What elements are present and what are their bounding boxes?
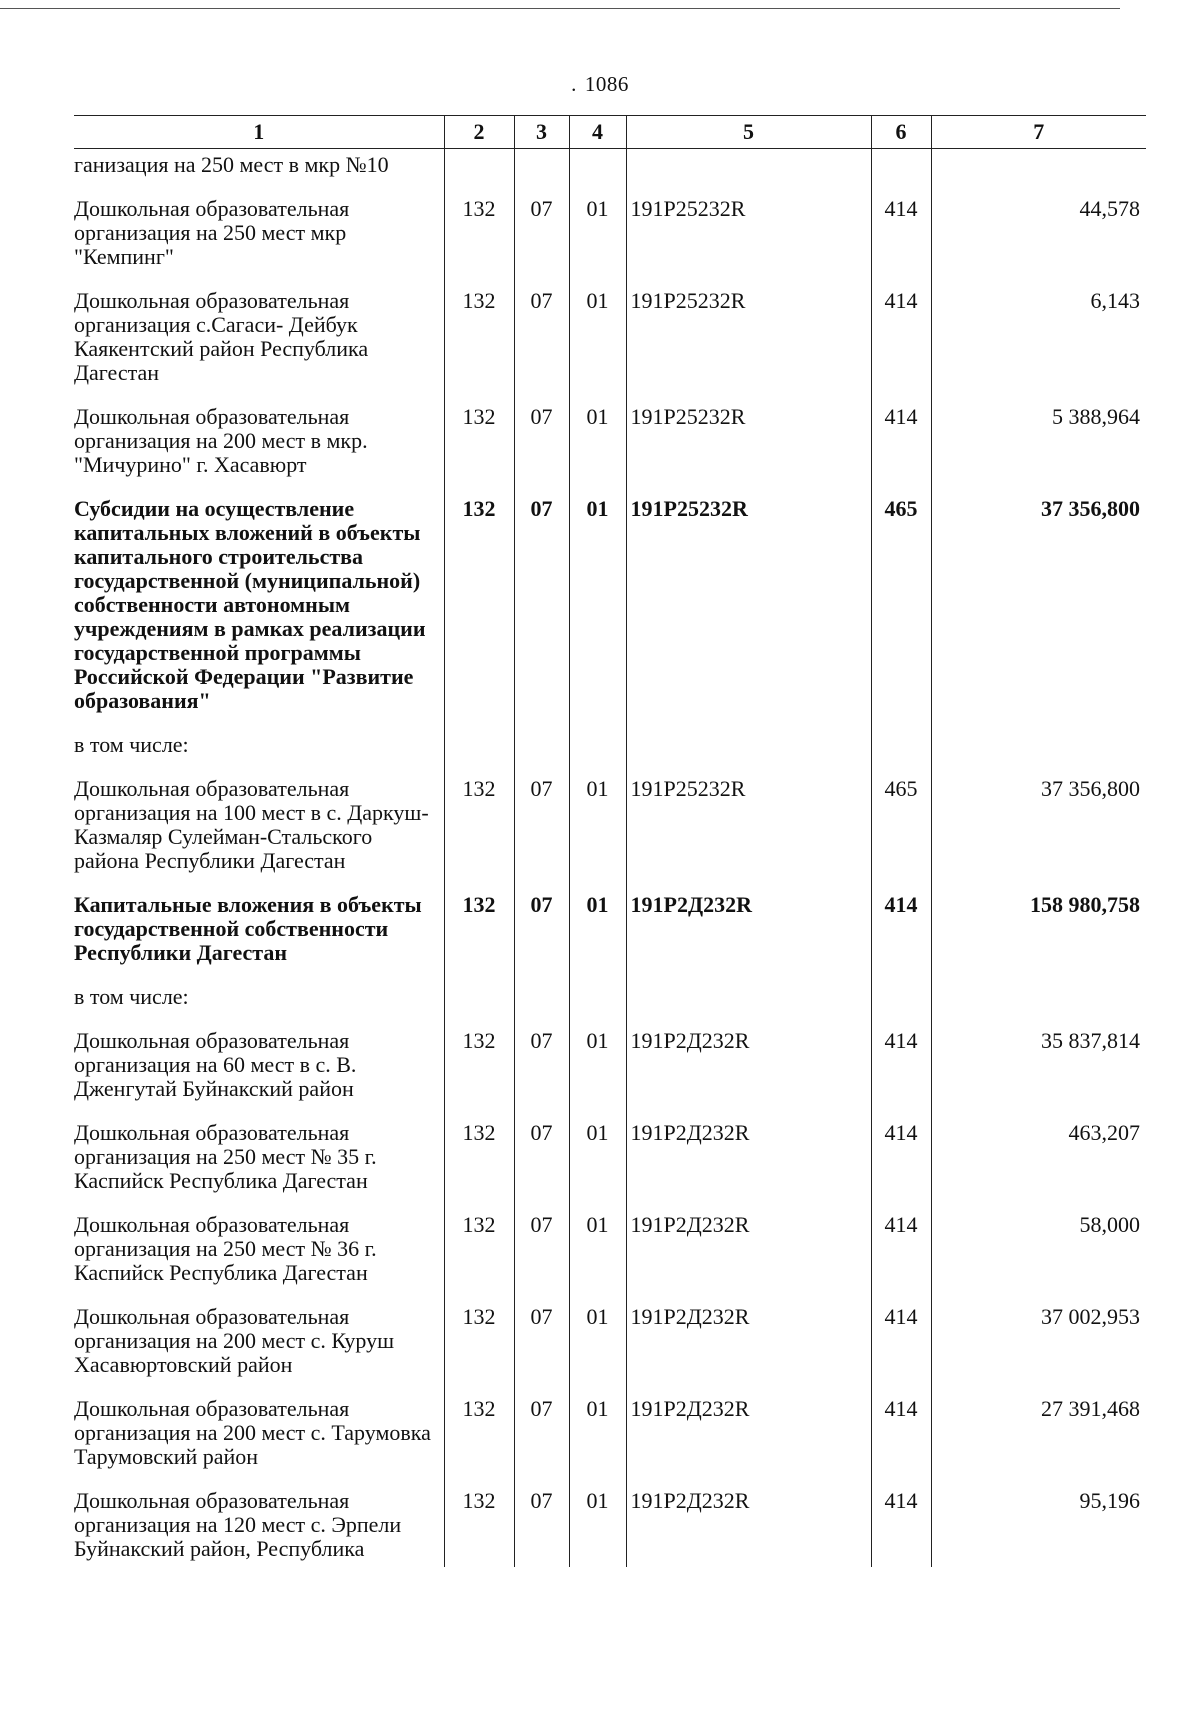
row-admin-code: 132 xyxy=(444,1305,514,1397)
row-amount: 37 356,800 xyxy=(931,497,1146,733)
row-description: Дошкольная образовательная организация на 200 мест с. Куруш Хасавюртовский район xyxy=(74,1304,395,1377)
row-section: 07 xyxy=(514,405,569,497)
table-row xyxy=(74,1029,1146,1121)
row-description: Дошкольная образовательная организация на 200 мест в мкр. "Мичурино" г. Хасавюрт xyxy=(74,404,368,477)
row-amount: 158 980,758 xyxy=(931,893,1146,985)
row-expense-type xyxy=(871,149,931,198)
row-description: в том числе: xyxy=(74,732,189,757)
row-expense-type: 414 xyxy=(871,289,931,405)
scan-edge-line xyxy=(0,8,1120,9)
row-section: 07 xyxy=(514,1121,569,1213)
row-description: Дошкольная образовательная организация на 120 мест с. Эрпели Буйнакский район, Республика xyxy=(74,1488,402,1561)
row-amount: 463,207 xyxy=(931,1121,1146,1213)
row-target-article: 191P2Д232R xyxy=(626,1305,871,1397)
table-row xyxy=(74,1213,1146,1305)
table-row xyxy=(74,893,1146,985)
row-description: Дошкольная образовательная организация на 250 мест мкр "Кемпинг" xyxy=(74,196,350,269)
row-admin-code: 132 xyxy=(444,289,514,405)
header-col-2: 2 xyxy=(444,116,514,149)
row-target-article: 191P2Д232R xyxy=(626,1121,871,1213)
row-subsection: 01 xyxy=(569,893,626,985)
row-admin-code xyxy=(444,733,514,777)
row-subsection: 01 xyxy=(569,1305,626,1397)
row-expense-type: 414 xyxy=(871,893,931,985)
row-target-article: 191P2Д232R xyxy=(626,1029,871,1121)
row-amount: 35 837,814 xyxy=(931,1029,1146,1121)
row-expense-type: 414 xyxy=(871,405,931,497)
row-target-article: 191P2Д232R xyxy=(626,1397,871,1489)
row-section: 07 xyxy=(514,893,569,985)
row-subsection xyxy=(569,149,626,198)
table-header xyxy=(74,116,1146,149)
header-col-4: 4 xyxy=(569,116,626,149)
row-amount: 37 356,800 xyxy=(931,777,1146,893)
row-admin-code: 132 xyxy=(444,777,514,893)
row-expense-type: 414 xyxy=(871,1489,931,1567)
row-amount: 6,143 xyxy=(931,289,1146,405)
row-section xyxy=(514,149,569,198)
row-subsection: 01 xyxy=(569,497,626,733)
row-section: 07 xyxy=(514,1489,569,1567)
row-target-article: 191P25232R xyxy=(626,289,871,405)
row-admin-code: 132 xyxy=(444,197,514,289)
row-amount: 44,578 xyxy=(931,197,1146,289)
table-row xyxy=(74,1305,1146,1397)
row-description: Дошкольная образовательная организация на 60 мест в с. В. Дженгутай Буйнакский район xyxy=(74,1028,357,1101)
row-subsection: 01 xyxy=(569,1397,626,1489)
row-admin-code: 132 xyxy=(444,405,514,497)
row-target-article: 191P25232R xyxy=(626,405,871,497)
row-admin-code: 132 xyxy=(444,497,514,733)
row-amount: 27 391,468 xyxy=(931,1397,1146,1489)
row-expense-type xyxy=(871,985,931,1029)
header-col-3: 3 xyxy=(514,116,569,149)
row-description: Дошкольная образовательная организация на 250 мест № 35 г. Каспийск Республика Дагестан xyxy=(74,1120,377,1193)
header-row xyxy=(74,116,1146,149)
row-section: 07 xyxy=(514,1029,569,1121)
row-subsection: 01 xyxy=(569,1489,626,1567)
row-target-article xyxy=(626,733,871,777)
row-expense-type: 465 xyxy=(871,777,931,893)
table-row xyxy=(74,497,1146,733)
budget-table xyxy=(74,115,1146,1567)
row-section xyxy=(514,985,569,1029)
row-section: 07 xyxy=(514,777,569,893)
table-row xyxy=(74,985,1146,1029)
row-amount: 37 002,953 xyxy=(931,1305,1146,1397)
row-target-article: 191P25232R xyxy=(626,777,871,893)
row-subsection: 01 xyxy=(569,1029,626,1121)
row-subsection: 01 xyxy=(569,197,626,289)
row-target-article xyxy=(626,985,871,1029)
row-description: Дошкольная образовательная организация на 250 мест № 36 г. Каспийск Республика Дагестан xyxy=(74,1212,377,1285)
row-admin-code: 132 xyxy=(444,1029,514,1121)
row-amount xyxy=(931,733,1146,777)
row-subsection: 01 xyxy=(569,777,626,893)
row-admin-code: 132 xyxy=(444,1489,514,1567)
table-row xyxy=(74,149,1146,198)
table-row xyxy=(74,197,1146,289)
page-number: . 1086 xyxy=(571,72,629,96)
row-amount: 58,000 xyxy=(931,1213,1146,1305)
header-col-1: 1 xyxy=(74,116,444,149)
row-description: Капитальные вложения в объекты государственной собственности Республики Дагестан xyxy=(74,892,422,965)
row-section: 07 xyxy=(514,1305,569,1397)
row-subsection: 01 xyxy=(569,1121,626,1213)
row-expense-type xyxy=(871,733,931,777)
table-row xyxy=(74,1121,1146,1213)
row-expense-type: 414 xyxy=(871,1121,931,1213)
row-admin-code: 132 xyxy=(444,1397,514,1489)
row-description: Субсидии на осуществление капитальных вложений в объекты капитального строительства государственной (муниципальной) собственности автономным учреждениям в рамках реализации государственной программы Российской Федерации "Развитие образования" xyxy=(74,496,426,713)
row-expense-type: 414 xyxy=(871,1213,931,1305)
row-admin-code: 132 xyxy=(444,1213,514,1305)
row-admin-code xyxy=(444,985,514,1029)
row-amount xyxy=(931,149,1146,198)
row-description: Дошкольная образовательная организация с.Сагаси- Дейбук Каякентский район Республика Дагестан xyxy=(74,288,369,385)
row-description: Дошкольная образовательная организация на 200 мест с. Тарумовка Тарумовский район xyxy=(74,1396,431,1469)
row-section: 07 xyxy=(514,1213,569,1305)
row-admin-code: 132 xyxy=(444,1121,514,1213)
header-col-6: 6 xyxy=(871,116,931,149)
table-row xyxy=(74,777,1146,893)
row-expense-type: 414 xyxy=(871,1029,931,1121)
table-row xyxy=(74,289,1146,405)
row-expense-type: 414 xyxy=(871,1305,931,1397)
row-subsection: 01 xyxy=(569,289,626,405)
row-target-article: 191P2Д232R xyxy=(626,893,871,985)
row-subsection: 01 xyxy=(569,1213,626,1305)
row-section xyxy=(514,733,569,777)
table-row xyxy=(74,1397,1146,1489)
row-description: Дошкольная образовательная организация на 100 мест в с. Даркуш-Казмаляр Сулейман-Стальского района Республики Дагестан xyxy=(74,776,429,873)
row-target-article xyxy=(626,149,871,198)
row-subsection: 01 xyxy=(569,405,626,497)
row-expense-type: 414 xyxy=(871,197,931,289)
row-section: 07 xyxy=(514,289,569,405)
row-expense-type: 465 xyxy=(871,497,931,733)
row-admin-code xyxy=(444,149,514,198)
row-section: 07 xyxy=(514,1397,569,1489)
row-description: ганизация на 250 мест в мкр №10 xyxy=(74,152,389,177)
row-subsection xyxy=(569,985,626,1029)
row-expense-type: 414 xyxy=(871,1397,931,1489)
table-row xyxy=(74,1489,1146,1567)
row-amount: 5 388,964 xyxy=(931,405,1146,497)
row-description: в том числе: xyxy=(74,984,189,1009)
row-section: 07 xyxy=(514,497,569,733)
header-col-7: 7 xyxy=(931,116,1146,149)
table-row xyxy=(74,733,1146,777)
row-section: 07 xyxy=(514,197,569,289)
row-target-article: 191P2Д232R xyxy=(626,1489,871,1567)
row-amount: 95,196 xyxy=(931,1489,1146,1567)
row-subsection xyxy=(569,733,626,777)
row-target-article: 191P25232R xyxy=(626,497,871,733)
row-target-article: 191P2Д232R xyxy=(626,1213,871,1305)
table-body xyxy=(74,149,1146,1568)
row-amount xyxy=(931,985,1146,1029)
budget-table-container xyxy=(74,115,1146,1567)
header-col-5: 5 xyxy=(626,116,871,149)
row-admin-code: 132 xyxy=(444,893,514,985)
row-target-article: 191P25232R xyxy=(626,197,871,289)
table-row xyxy=(74,405,1146,497)
